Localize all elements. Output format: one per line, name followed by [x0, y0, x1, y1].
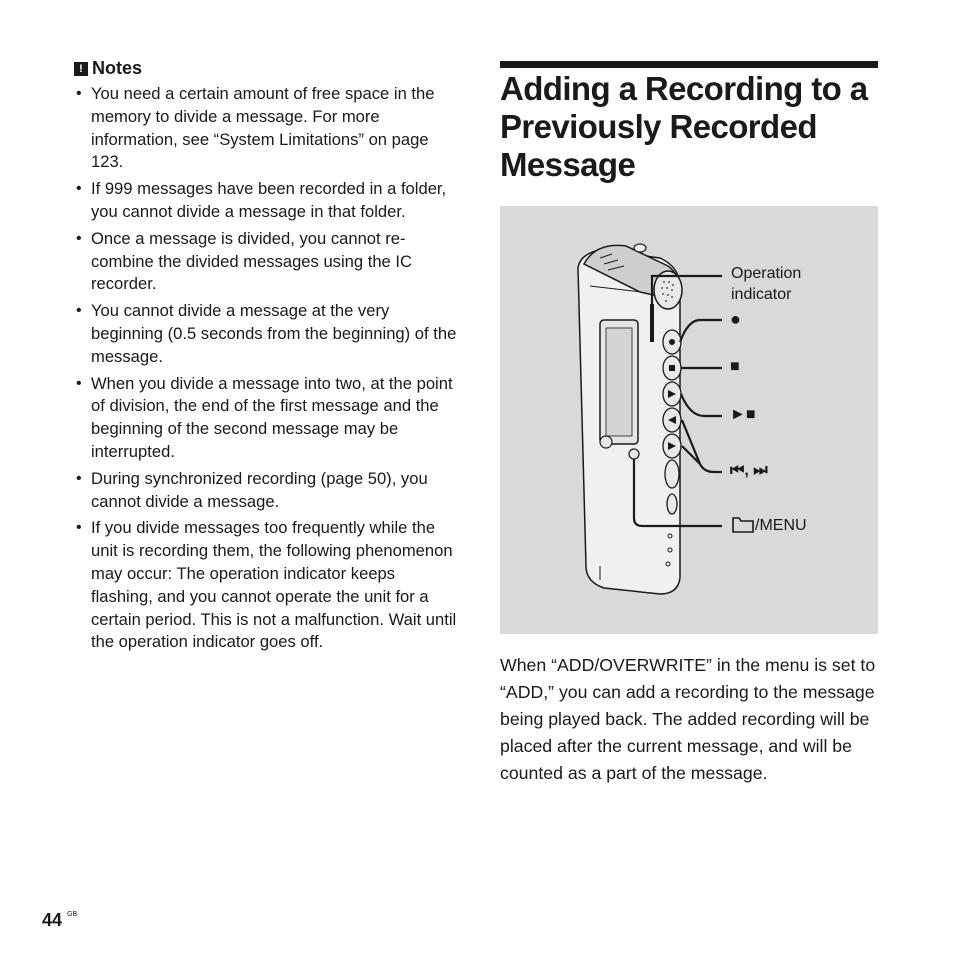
- heading-rule: [500, 61, 878, 68]
- notes-list: [74, 83, 458, 654]
- operation-indicator-label: Operation indicator: [731, 265, 802, 303]
- note-item: • Once a message is divided, you cannot re-combine the divided messages using the IC recorder.: [74, 228, 458, 296]
- notes-section: [74, 58, 458, 658]
- stop-label: ■: [730, 358, 740, 375]
- note-item: • When you divide a message into two, at the point of division, the end of the first message and the beginning of the second message may be interrupted.: [74, 373, 458, 464]
- page-number: 44: [42, 910, 63, 930]
- note-item: • If you divide messages too frequently while the unit is recording them, the following phenomenon may occur: The operation indicator keeps flashing, and you cannot operate the unit for a certain period. This is not a malfunction. Wait until the operation indicator goes off.: [74, 517, 458, 654]
- note-item: • If 999 messages have been recorded in a folder, you cannot divide a message in that folder.: [74, 178, 458, 224]
- note-item: • You cannot divide a message at the very beginning (0.5 seconds from the beginning) of the message.: [74, 300, 458, 368]
- note-item: • You need a certain amount of free space in the memory to divide a message. For more information, see “System Limitations” on page 123.: [74, 83, 458, 174]
- notes-header: [74, 58, 458, 79]
- record-label: ●: [730, 309, 741, 329]
- notes-title: Notes: [92, 58, 143, 78]
- page-suffix: GB: [67, 911, 78, 918]
- folder-icon: [732, 517, 754, 533]
- skip-label: ⏮, ⏭: [730, 462, 768, 479]
- section-body: When “ADD/OVERWRITE” in the menu is set to “ADD,” you can add a recording to the message being played back. The added recording will be placed after the current message, and will be counted as a part of the message.: [500, 655, 876, 783]
- menu-button: [629, 449, 639, 459]
- recorder-illustration: [500, 206, 878, 634]
- note-icon: !: [74, 62, 88, 76]
- menu-label: /MENU: [755, 517, 807, 534]
- play-stop-label: ►■: [730, 406, 756, 423]
- note-item: • During synchronized recording (page 50), you cannot divide a message.: [74, 468, 458, 514]
- section-heading: Adding a Recording to a Previously Recorded Message: [500, 70, 868, 183]
